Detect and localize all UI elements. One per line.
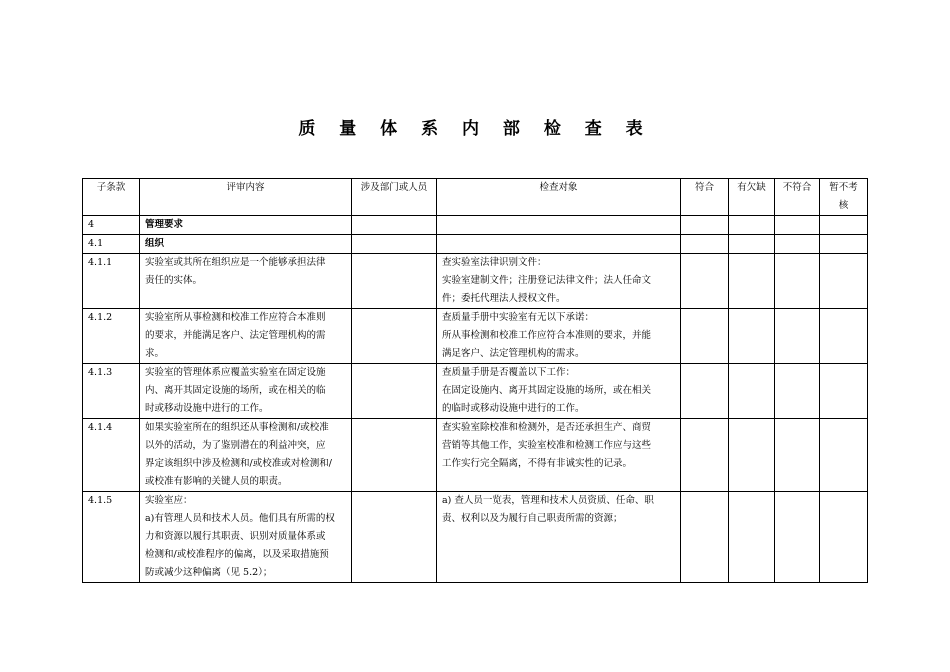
- review-content-line: 实验室所从事检测和校准工作应符合本准则: [145, 312, 326, 323]
- header-clause: 子条款: [83, 179, 140, 216]
- nonconform-cell: [775, 235, 820, 254]
- header-deficient: 有欠缺: [729, 179, 775, 216]
- check-object-line: 查质量手册是否覆盖以下工作：: [442, 367, 576, 378]
- review-content-cell: [140, 364, 352, 419]
- review-content-line: 如果实验室所在的组织还从事检测和/或校准: [145, 422, 329, 433]
- header-nonconform: 不符合: [775, 179, 820, 216]
- check-object-line: 满足客户、法定管理机构的需求。: [442, 348, 585, 359]
- conform-cell: [681, 364, 729, 419]
- review-content-line: 界定该组织中涉及检测和/或校准或对检测和/: [145, 458, 332, 469]
- review-content-line: 或校准有影响的关键人员的职责。: [145, 476, 288, 487]
- deficient-cell: [729, 216, 775, 235]
- header-object: 检查对象: [437, 179, 681, 216]
- nonconform-cell: [775, 419, 820, 492]
- check-object-cell: [437, 254, 681, 309]
- review-content-line: 时或移动设施中进行的工作。: [145, 403, 269, 414]
- object-cell: [437, 216, 681, 235]
- section-code: 4.1: [83, 235, 140, 254]
- nonconform-cell: [775, 254, 820, 309]
- dept-cell: [352, 235, 437, 254]
- check-object-line: 件；委托代理法人授权文件。: [442, 293, 566, 304]
- check-object-cell: [437, 419, 681, 492]
- na-cell: [820, 309, 868, 364]
- deficient-cell: [729, 492, 775, 583]
- section-code: 4: [83, 216, 140, 235]
- table-row: [83, 419, 868, 492]
- conform-cell: [681, 309, 729, 364]
- header-content: 评审内容: [140, 179, 352, 216]
- check-object-line: 查质量手册中实验室有无以下承诺：: [442, 312, 595, 323]
- deficient-cell: [729, 419, 775, 492]
- check-object-line: 实验室建制文件；注册登记法律文件；法人任命文: [442, 275, 652, 286]
- check-object-line: 责、权利以及为履行自己职责所需的资源；: [442, 513, 623, 524]
- dept-cell: [352, 364, 437, 419]
- review-content-line: 责任的实体。: [145, 275, 203, 286]
- table-row: [83, 364, 868, 419]
- section-row: [83, 216, 868, 235]
- check-object-line: 工作实行完全隔离，不得有非诚实性的记录。: [442, 458, 633, 469]
- review-content-line: 实验室的管理体系应覆盖实验室在固定设施: [145, 367, 326, 378]
- review-content-line: 防或减少这种偏离（见 5.2）；: [145, 567, 273, 578]
- header-dept: 涉及部门或人员: [352, 179, 437, 216]
- nonconform-cell: [775, 309, 820, 364]
- clause-code: 4.1.2: [83, 309, 140, 364]
- check-object-line: 的临时或移动设施中进行的工作。: [442, 403, 585, 414]
- dept-cell: [352, 309, 437, 364]
- review-content-cell: [140, 492, 352, 583]
- na-cell: [820, 364, 868, 419]
- review-content-line: 的要求，并能满足客户、法定管理机构的需: [145, 330, 326, 341]
- check-object-line: a) 查人员一览表，管理和技术人员资质、任命、职: [442, 495, 654, 506]
- conform-cell: [681, 492, 729, 583]
- table-row: [83, 254, 868, 309]
- deficient-cell: [729, 254, 775, 309]
- clause-code: 4.1.1: [83, 254, 140, 309]
- review-content-line: 力和资源以履行其职责、识别对质量体系或: [145, 531, 326, 542]
- review-content-line: 求。: [145, 348, 165, 359]
- review-content-cell: [140, 419, 352, 492]
- conform-cell: [681, 419, 729, 492]
- deficient-cell: [729, 235, 775, 254]
- check-object-cell: [437, 309, 681, 364]
- section-title: 组织: [140, 235, 352, 254]
- header-conform: 符合: [681, 179, 729, 216]
- review-content-cell: [140, 309, 352, 364]
- review-content-line: 检测和/或校准程序的偏离，以及采取措施预: [145, 549, 329, 560]
- section-row: [83, 235, 868, 254]
- clause-code: 4.1.4: [83, 419, 140, 492]
- header-na: 暂不考核: [820, 179, 868, 216]
- na-cell: [820, 216, 868, 235]
- na-cell: [820, 419, 868, 492]
- na-cell: [820, 254, 868, 309]
- review-content-line: 实验室应：: [145, 495, 193, 506]
- review-content-cell: [140, 254, 352, 309]
- conform-cell: [681, 216, 729, 235]
- dept-cell: [352, 419, 437, 492]
- conform-cell: [681, 254, 729, 309]
- review-content-line: 以外的活动，为了鉴别潜在的利益冲突，应: [145, 440, 326, 451]
- clause-code: 4.1.3: [83, 364, 140, 419]
- check-object-line: 查实验室除校准和检测外，是否还承担生产、商贸: [442, 422, 652, 433]
- object-cell: [437, 235, 681, 254]
- deficient-cell: [729, 364, 775, 419]
- section-title: 管理要求: [140, 216, 352, 235]
- na-cell: [820, 235, 868, 254]
- dept-cell: [352, 216, 437, 235]
- review-content-line: 内、离开其固定设施的场所，或在相关的临: [145, 385, 326, 396]
- dept-cell: [352, 492, 437, 583]
- dept-cell: [352, 254, 437, 309]
- na-cell: [820, 492, 868, 583]
- nonconform-cell: [775, 364, 820, 419]
- check-object-line: 所从事检测和校准工作应符合本准则的要求，并能: [442, 330, 652, 341]
- conform-cell: [681, 235, 729, 254]
- table-header-row: [83, 179, 868, 216]
- check-object-line: 查实验室法律识别文件：: [442, 257, 547, 268]
- nonconform-cell: [775, 492, 820, 583]
- table-row: [83, 309, 868, 364]
- clause-code: 4.1.5: [83, 492, 140, 583]
- audit-checklist-table: [82, 178, 868, 583]
- deficient-cell: [729, 309, 775, 364]
- check-object-cell: [437, 492, 681, 583]
- check-object-cell: [437, 364, 681, 419]
- check-object-line: 营销等其他工作，实验室校准和检测工作应与这些: [442, 440, 652, 451]
- check-object-line: 在固定设施内、离开其固定设施的场所，或在相关: [442, 385, 652, 396]
- table-body: [83, 216, 868, 583]
- review-content-line: 实验室或其所在组织应是一个能够承担法律: [145, 257, 326, 268]
- nonconform-cell: [775, 216, 820, 235]
- review-content-line: a)有管理人员和技术人员。他们具有所需的权: [145, 513, 335, 524]
- page-title: 质 量 体 系 内 部 检 查 表: [298, 119, 652, 139]
- table-row: [83, 492, 868, 583]
